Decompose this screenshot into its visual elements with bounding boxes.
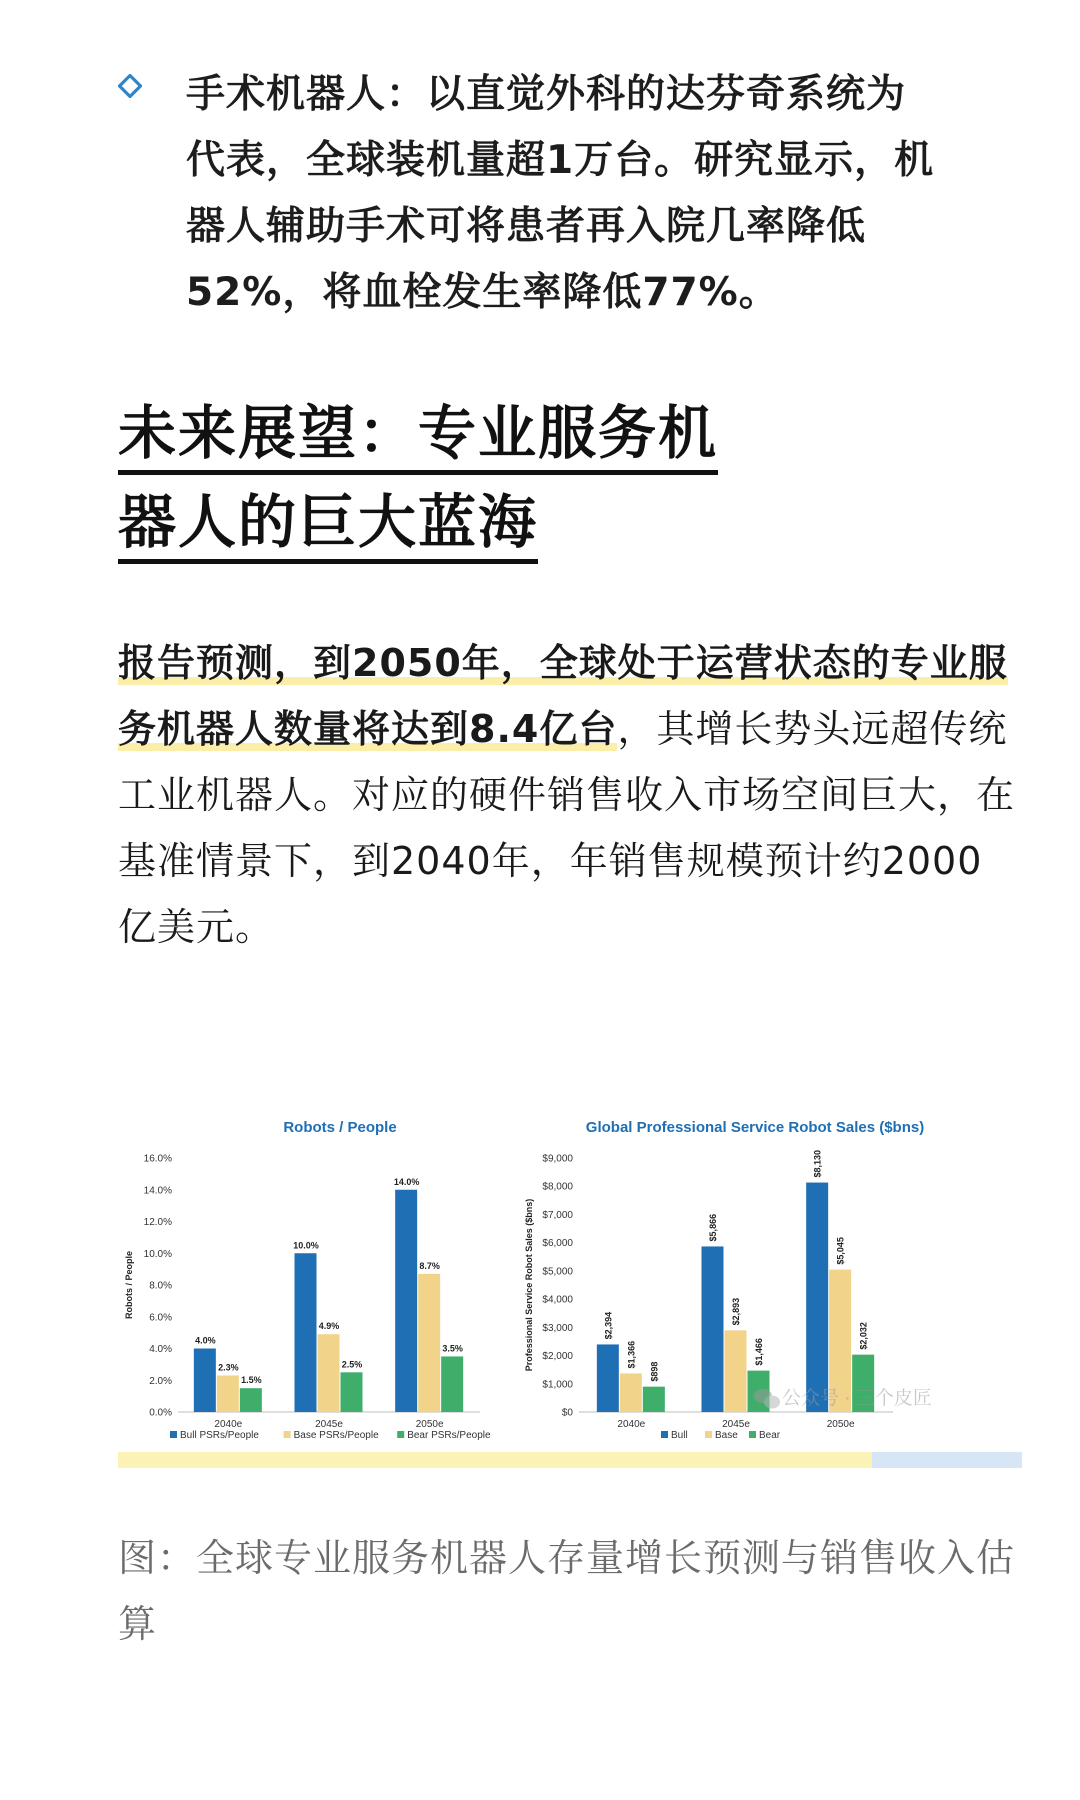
- bar-bull-2045e: [295, 1253, 317, 1412]
- data-label: 4.0%: [195, 1335, 216, 1346]
- section-heading-line-1: 未来展望：专业服务机: [118, 398, 718, 475]
- y-tick-label: 0.0%: [149, 1407, 172, 1419]
- section-heading-line-2: 器人的巨大蓝海: [118, 487, 538, 564]
- data-label: $5,045: [835, 1237, 846, 1265]
- y-tick-label: $7,000: [542, 1209, 573, 1221]
- bar-base-2045e: [318, 1334, 340, 1412]
- x-tick-label: 2040e: [617, 1419, 646, 1430]
- data-label: $898: [649, 1361, 660, 1382]
- data-label: 1.5%: [241, 1375, 262, 1386]
- body-paragraph: [118, 630, 1018, 960]
- legend-swatch: [397, 1431, 404, 1438]
- bar-base-2040e: [620, 1373, 642, 1412]
- paragraph-text: ，其增长势头远超传统工业机器人。对应的硬件销售收入市场空间巨大，在基准情景下，到2040年，年销售规模预计约2000亿美元。: [118, 707, 1016, 949]
- data-label: 3.5%: [442, 1343, 463, 1354]
- x-tick-label: 2040e: [214, 1419, 243, 1430]
- section-heading: [118, 398, 878, 576]
- legend-label: Bear: [759, 1430, 781, 1441]
- bar-bear-2040e: [643, 1387, 665, 1412]
- legend-label: Bull PSRs/People: [180, 1430, 259, 1441]
- bullet-item: [118, 62, 938, 326]
- bar-base-2050e: [418, 1274, 440, 1412]
- y-tick-label: 12.0%: [143, 1217, 172, 1228]
- legend-swatch: [170, 1431, 177, 1438]
- data-label: 2.3%: [218, 1362, 239, 1373]
- legend-swatch: [284, 1431, 291, 1438]
- legend-label: Bear PSRs/People: [407, 1430, 491, 1441]
- legend-swatch: [749, 1431, 756, 1438]
- bottom-band-yellow: [118, 1452, 872, 1468]
- x-tick-label: 2045e: [722, 1419, 750, 1430]
- y-tick-label: $8,000: [542, 1181, 573, 1193]
- data-label: $2,032: [858, 1322, 869, 1350]
- data-label: 4.9%: [318, 1321, 340, 1332]
- bar-base-2045e: [725, 1330, 747, 1412]
- x-tick-label: 2050e: [415, 1419, 444, 1430]
- legend-label: Base PSRs/People: [293, 1430, 379, 1441]
- bar-bear-2045e: [341, 1372, 363, 1412]
- bar-bull-2050e: [806, 1183, 828, 1412]
- legend-swatch: [705, 1431, 712, 1438]
- x-tick-label: 2050e: [826, 1419, 855, 1430]
- bar-bull-2050e: [395, 1190, 417, 1412]
- data-label: $1,466: [754, 1338, 764, 1366]
- figure-caption: 图：全球专业服务机器人存量增长预测与销售收入估算: [118, 1536, 1016, 1646]
- legend-label: Bull: [671, 1430, 688, 1441]
- data-label: $2,394: [603, 1311, 614, 1340]
- bar-bull-2045e: [702, 1246, 724, 1412]
- data-label: $5,866: [708, 1213, 718, 1242]
- data-label: 8.7%: [419, 1260, 440, 1271]
- y-tick-label: 2.0%: [149, 1375, 172, 1387]
- chart-figure: [118, 1040, 1022, 1470]
- y-tick-label: 8.0%: [149, 1280, 172, 1292]
- highlighted-text: 报告预测，到2050年，全球处于运营状态的专业服务机器人数量将达到8.4亿台: [118, 641, 1008, 751]
- diamond-outline-icon: [118, 74, 142, 98]
- y-tick-label: 16.0%: [143, 1153, 172, 1165]
- y-axis-label: Professional Service Robot Sales ($bns): [524, 1198, 534, 1372]
- data-label: 10.0%: [293, 1240, 319, 1251]
- legend-swatch: [661, 1431, 668, 1438]
- y-tick-label: 6.0%: [149, 1312, 172, 1324]
- y-tick-label: 14.0%: [143, 1185, 172, 1197]
- bar-bear-2040e: [240, 1388, 262, 1412]
- data-label: $2,893: [731, 1297, 741, 1326]
- data-label: 14.0%: [393, 1176, 420, 1187]
- bar-bull-2040e: [194, 1349, 216, 1413]
- data-label: $1,366: [626, 1340, 637, 1369]
- y-tick-label: 4.0%: [149, 1344, 172, 1355]
- chart-title: Robots / People: [283, 1119, 397, 1136]
- charts-svg: [118, 1040, 1022, 1470]
- y-tick-label: $0: [561, 1407, 573, 1419]
- x-tick-label: 2045e: [315, 1419, 343, 1430]
- bullet-text: 手术机器人：以直觉外科的达芬奇系统为代表，全球装机量超1万台。研究显示，机器人辅助手术可将患者再入院几率降低52%，将血栓发生率降低77%。: [186, 72, 935, 315]
- watermark-text: 公众号 · 三个皮匠: [782, 1388, 932, 1409]
- legend-label: Base: [715, 1430, 738, 1441]
- y-tick-label: $4,000: [542, 1294, 573, 1306]
- y-tick-label: $2,000: [542, 1351, 573, 1363]
- chart-title: Global Professional Service Robot Sales ($bns): [585, 1119, 925, 1136]
- data-label: 2.5%: [341, 1359, 363, 1370]
- bar-bull-2040e: [597, 1344, 619, 1412]
- bar-bear-2050e: [441, 1356, 463, 1412]
- y-tick-label: 10.0%: [143, 1248, 172, 1260]
- data-label: $8,130: [812, 1150, 823, 1178]
- y-axis-label: Robots / People: [124, 1250, 134, 1320]
- y-tick-label: $6,000: [542, 1238, 573, 1250]
- y-tick-label: $5,000: [542, 1266, 573, 1278]
- y-tick-label: $1,000: [542, 1379, 573, 1391]
- y-tick-label: $3,000: [542, 1322, 573, 1334]
- bottom-band-blue: [872, 1452, 1022, 1468]
- bar-base-2040e: [217, 1375, 239, 1412]
- y-tick-label: $9,000: [542, 1153, 573, 1165]
